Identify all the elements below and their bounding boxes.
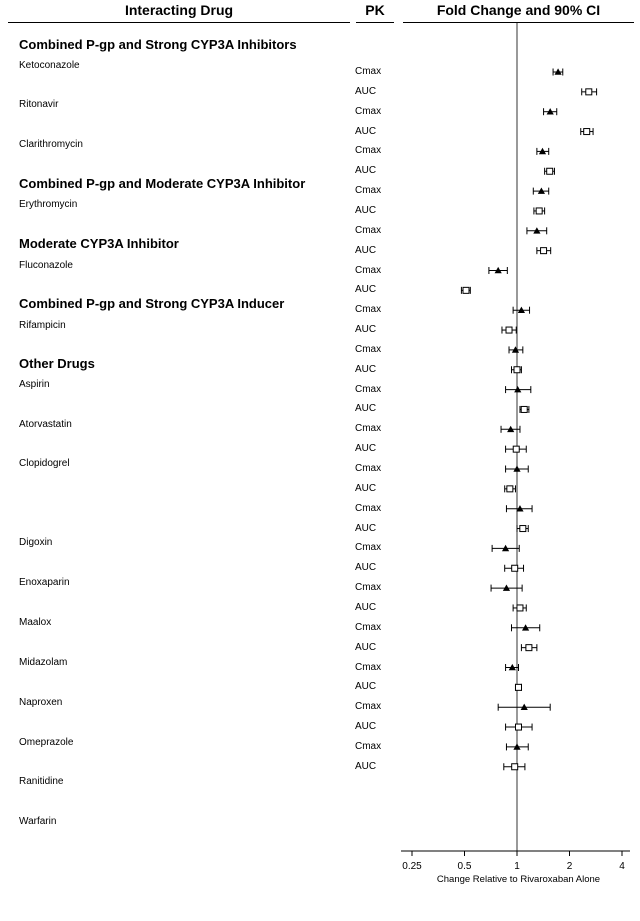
- pk-label: AUC: [355, 165, 377, 177]
- drug-label: Clopidogrel: [19, 458, 70, 469]
- drug-label: Fluconazole: [19, 260, 73, 271]
- pk-label: AUC: [355, 85, 377, 97]
- pk-label: Cmax: [355, 383, 382, 395]
- pk-label: AUC: [355, 324, 377, 336]
- auc-marker: [536, 208, 542, 214]
- pk-label: Cmax: [355, 423, 382, 435]
- pk-label: Cmax: [355, 661, 382, 673]
- drug-label: Atorvastatin: [19, 419, 72, 430]
- x-tick-label: 0.25: [402, 861, 422, 872]
- drug-label: Clarithromycin: [19, 139, 83, 150]
- pk-label: Cmax: [355, 582, 382, 594]
- drug-label: Omeprazole: [19, 737, 74, 748]
- auc-marker: [463, 287, 469, 293]
- pk-label: AUC: [355, 681, 377, 693]
- drug-label: Enoxaparin: [19, 577, 70, 588]
- drug-label: Midazolam: [19, 657, 68, 668]
- pk-label: Cmax: [355, 343, 382, 355]
- auc-marker: [541, 248, 547, 254]
- x-tick-label: 2: [566, 861, 573, 872]
- x-axis-label: Change Relative to Rivaroxaban Alone: [436, 874, 601, 885]
- pk-label: AUC: [355, 522, 377, 534]
- pk-label: Cmax: [355, 264, 382, 276]
- auc-marker: [506, 327, 512, 333]
- auc-marker: [586, 89, 592, 95]
- group-heading: Moderate CYP3A Inhibitor: [19, 236, 179, 251]
- auc-marker: [515, 684, 521, 690]
- auc-marker: [547, 168, 553, 174]
- pk-label: AUC: [355, 562, 377, 574]
- column-header-fold-change: Fold Change and 90% CI: [403, 0, 634, 23]
- pk-label: AUC: [355, 721, 377, 733]
- pk-label: Cmax: [355, 621, 382, 633]
- pk-label: Cmax: [355, 463, 382, 474]
- pk-label: Cmax: [355, 304, 382, 316]
- pk-label: Cmax: [355, 701, 382, 713]
- drug-label: Ritonavir: [19, 99, 59, 110]
- pk-label: AUC: [355, 601, 377, 613]
- group-heading: Combined P-gp and Strong CYP3A Inducer: [19, 296, 285, 311]
- pk-label: AUC: [355, 482, 377, 494]
- auc-marker: [512, 764, 518, 770]
- auc-marker: [517, 605, 523, 611]
- auc-marker: [584, 129, 590, 135]
- pk-label: Cmax: [355, 145, 382, 157]
- drug-label: Ketoconazole: [19, 60, 80, 71]
- auc-marker: [507, 486, 513, 492]
- drug-label: Maalox: [19, 617, 52, 628]
- auc-marker: [521, 406, 527, 412]
- auc-marker: [514, 367, 520, 373]
- pk-label: Cmax: [355, 502, 382, 514]
- column-header-pk: PK: [356, 0, 394, 23]
- drug-label: Aspirin: [19, 379, 50, 390]
- drug-label: Warfarin: [19, 816, 57, 827]
- x-tick-label: 0.5: [457, 861, 472, 872]
- auc-marker: [512, 565, 518, 571]
- group-heading: Combined P-gp and Moderate CYP3A Inhibitor: [19, 176, 306, 191]
- pk-label: Cmax: [355, 542, 382, 554]
- pk-label: AUC: [355, 403, 377, 415]
- pk-label: AUC: [355, 363, 377, 375]
- auc-marker: [526, 645, 532, 651]
- pk-label: AUC: [355, 284, 377, 296]
- drug-label: Erythromycin: [19, 199, 78, 210]
- pk-label: Cmax: [355, 105, 382, 117]
- pk-label: AUC: [355, 443, 377, 455]
- auc-marker: [515, 724, 521, 730]
- group-heading: Combined P-gp and Strong CYP3A Inhibitors: [19, 37, 297, 52]
- group-heading: Other Drugs: [19, 356, 95, 371]
- pk-label: AUC: [355, 244, 377, 256]
- drug-label: Naproxen: [19, 697, 63, 708]
- auc-marker: [520, 526, 526, 532]
- pk-label: Cmax: [355, 66, 382, 77]
- pk-label: Cmax: [355, 185, 382, 197]
- pk-label: AUC: [355, 641, 377, 653]
- x-tick-label: 4: [619, 861, 625, 872]
- drug-label: Ranitidine: [19, 776, 64, 787]
- auc-marker: [513, 446, 519, 452]
- column-header-interacting-drug: Interacting Drug: [8, 0, 350, 23]
- drug-label: Rifampicin: [19, 320, 66, 331]
- pk-label: Cmax: [355, 224, 382, 236]
- pk-label: AUC: [355, 760, 377, 772]
- pk-label: Cmax: [355, 740, 382, 752]
- pk-label: AUC: [355, 204, 377, 216]
- pk-label: AUC: [355, 125, 377, 137]
- drug-label: Digoxin: [19, 537, 53, 548]
- x-tick-label: 1: [514, 861, 520, 872]
